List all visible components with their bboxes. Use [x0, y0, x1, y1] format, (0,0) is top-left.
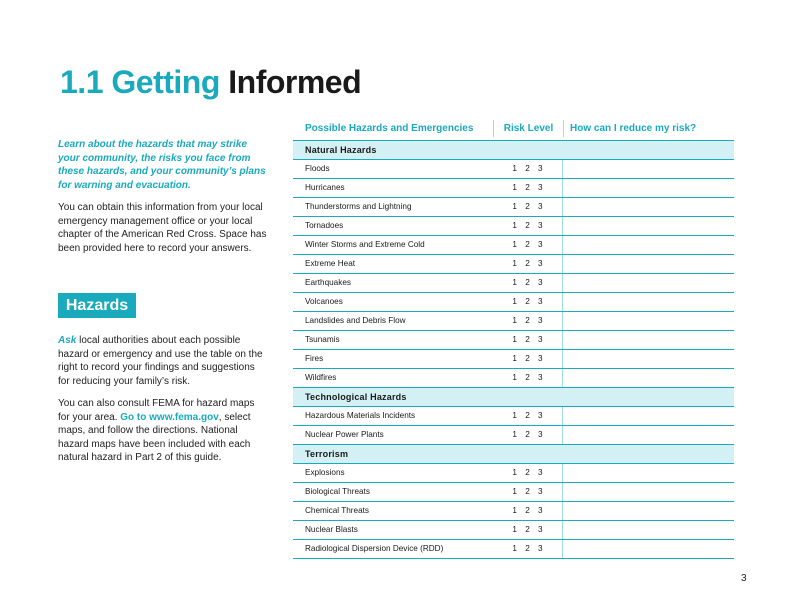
risk-level-options[interactable]: 1 2 3: [493, 350, 563, 368]
hazard-name: Fires: [305, 354, 324, 363]
ask-paragraph: [58, 334, 268, 388]
table-row: [293, 160, 734, 179]
table-row: [293, 350, 734, 369]
page-number: 3: [741, 573, 747, 584]
info-paragraph: You can obtain this information from your local emergency management office or your local chapter of the American Red Cross. Space has been provided here to record your answers.: [58, 202, 267, 254]
hazard-name: Extreme Heat: [305, 259, 356, 268]
risk-level-options[interactable]: 1 2 3: [493, 255, 563, 273]
title-word-getting: Getting: [111, 64, 220, 100]
hazard-name: Hazardous Materials Incidents: [305, 411, 416, 420]
table-row: [293, 331, 734, 350]
reduce-risk-answer[interactable]: [563, 293, 734, 311]
page-title: [60, 64, 361, 101]
header-hazards: Possible Hazards and Emergencies: [305, 122, 474, 134]
reduce-risk-answer[interactable]: [563, 160, 734, 178]
risk-level-options[interactable]: 1 2 3: [493, 369, 563, 387]
table-row: [293, 274, 734, 293]
hazard-name: Radiological Dispersion Device (RDD): [305, 544, 444, 553]
hazard-name: Earthquakes: [305, 278, 351, 287]
reduce-risk-answer[interactable]: [563, 540, 734, 558]
risk-level-options[interactable]: 1 2 3: [493, 426, 563, 444]
reduce-risk-answer[interactable]: [563, 521, 734, 539]
table-row: [293, 407, 734, 426]
table-row: [293, 502, 734, 521]
section-number: 1.1: [60, 64, 103, 100]
table-row: [293, 293, 734, 312]
table-body: [293, 141, 734, 559]
table-row: [293, 369, 734, 388]
reduce-risk-answer[interactable]: [563, 369, 734, 387]
risk-level-options[interactable]: 1 2 3: [493, 407, 563, 425]
intro-column: [58, 138, 268, 255]
table-row: [293, 464, 734, 483]
hazard-name: Nuclear Power Plants: [305, 430, 384, 439]
risk-level-options[interactable]: 1 2 3: [493, 274, 563, 292]
table-row: [293, 521, 734, 540]
fema-post: , select maps, and follow the directions. National hazard maps have been included with each natural hazard in Part 2 of this guide.: [58, 411, 251, 463]
hazard-name: Thunderstorms and Lightning: [305, 202, 412, 211]
table-row: [293, 217, 734, 236]
reduce-risk-answer[interactable]: [563, 464, 734, 482]
risk-level-options[interactable]: 1 2 3: [493, 521, 563, 539]
risk-level-options[interactable]: 1 2 3: [493, 331, 563, 349]
hazard-table: [293, 116, 734, 559]
hazard-name: Volcanoes: [305, 297, 343, 306]
reduce-risk-answer[interactable]: [563, 331, 734, 349]
risk-level-options[interactable]: 1 2 3: [493, 483, 563, 501]
header-risk-level: Risk Level: [493, 120, 563, 137]
risk-level-options[interactable]: 1 2 3: [493, 312, 563, 330]
reduce-risk-answer[interactable]: [563, 198, 734, 216]
fema-link[interactable]: Go to www.fema.gov: [120, 411, 219, 423]
hazard-name: Wildfires: [305, 373, 337, 382]
risk-level-options[interactable]: 1 2 3: [493, 464, 563, 482]
reduce-risk-answer[interactable]: [563, 236, 734, 254]
hazard-name: Nuclear Blasts: [305, 525, 358, 534]
header-reduce-risk: How can I reduce my risk?: [563, 120, 734, 137]
reduce-risk-answer[interactable]: [563, 502, 734, 520]
reduce-risk-answer[interactable]: [563, 407, 734, 425]
hazard-name: Landslides and Debris Flow: [305, 316, 406, 325]
risk-level-options[interactable]: 1 2 3: [493, 198, 563, 216]
risk-level-options[interactable]: 1 2 3: [493, 217, 563, 235]
reduce-risk-answer[interactable]: [563, 483, 734, 501]
risk-level-options[interactable]: 1 2 3: [493, 160, 563, 178]
hazards-column: [58, 334, 268, 465]
table-row: [293, 236, 734, 255]
table-row: [293, 179, 734, 198]
risk-level-options[interactable]: 1 2 3: [493, 502, 563, 520]
table-row: [293, 426, 734, 445]
hazard-name: Hurricanes: [305, 183, 345, 192]
reduce-risk-answer[interactable]: [563, 350, 734, 368]
risk-level-options[interactable]: 1 2 3: [493, 236, 563, 254]
table-header: [293, 116, 734, 141]
table-row: [293, 312, 734, 331]
risk-level-options[interactable]: 1 2 3: [493, 540, 563, 558]
hazard-name: Biological Threats: [305, 487, 370, 496]
hazards-heading: Hazards: [58, 293, 136, 318]
fema-paragraph: [58, 397, 268, 465]
hazard-name: Tornadoes: [305, 221, 344, 230]
table-row: [293, 483, 734, 502]
reduce-risk-answer[interactable]: [563, 312, 734, 330]
hazard-name: Chemical Threats: [305, 506, 370, 515]
hazard-name: Winter Storms and Extreme Cold: [305, 240, 425, 249]
reduce-risk-answer[interactable]: [563, 274, 734, 292]
hazard-name: Floods: [305, 164, 330, 173]
table-row: [293, 255, 734, 274]
section-header: Terrorism: [293, 445, 734, 464]
reduce-risk-answer[interactable]: [563, 217, 734, 235]
ask-rest: local authorities about each possible hazard or emergency and use the table on the right to record your findings and suggestions for reducing your family’s risk.: [58, 335, 263, 387]
intro-text: Learn about the hazards that may strike your community, the risks you face from these hazards, and your community’s plans for warning and evacuation.: [58, 139, 266, 191]
hazard-name: Tsunamis: [305, 335, 340, 344]
hazard-name: Explosions: [305, 468, 345, 477]
table-row: [293, 540, 734, 559]
section-header: Technological Hazards: [293, 388, 734, 407]
risk-level-options[interactable]: 1 2 3: [493, 293, 563, 311]
table-row: [293, 198, 734, 217]
fema-pre: You can also consult FEMA for hazard maps for your area.: [58, 398, 255, 423]
title-word-informed: Informed: [228, 64, 362, 100]
reduce-risk-answer[interactable]: [563, 255, 734, 273]
reduce-risk-answer[interactable]: [563, 179, 734, 197]
reduce-risk-answer[interactable]: [563, 426, 734, 444]
section-header: Natural Hazards: [293, 141, 734, 160]
risk-level-options[interactable]: 1 2 3: [493, 179, 563, 197]
ask-word: Ask: [58, 335, 77, 346]
